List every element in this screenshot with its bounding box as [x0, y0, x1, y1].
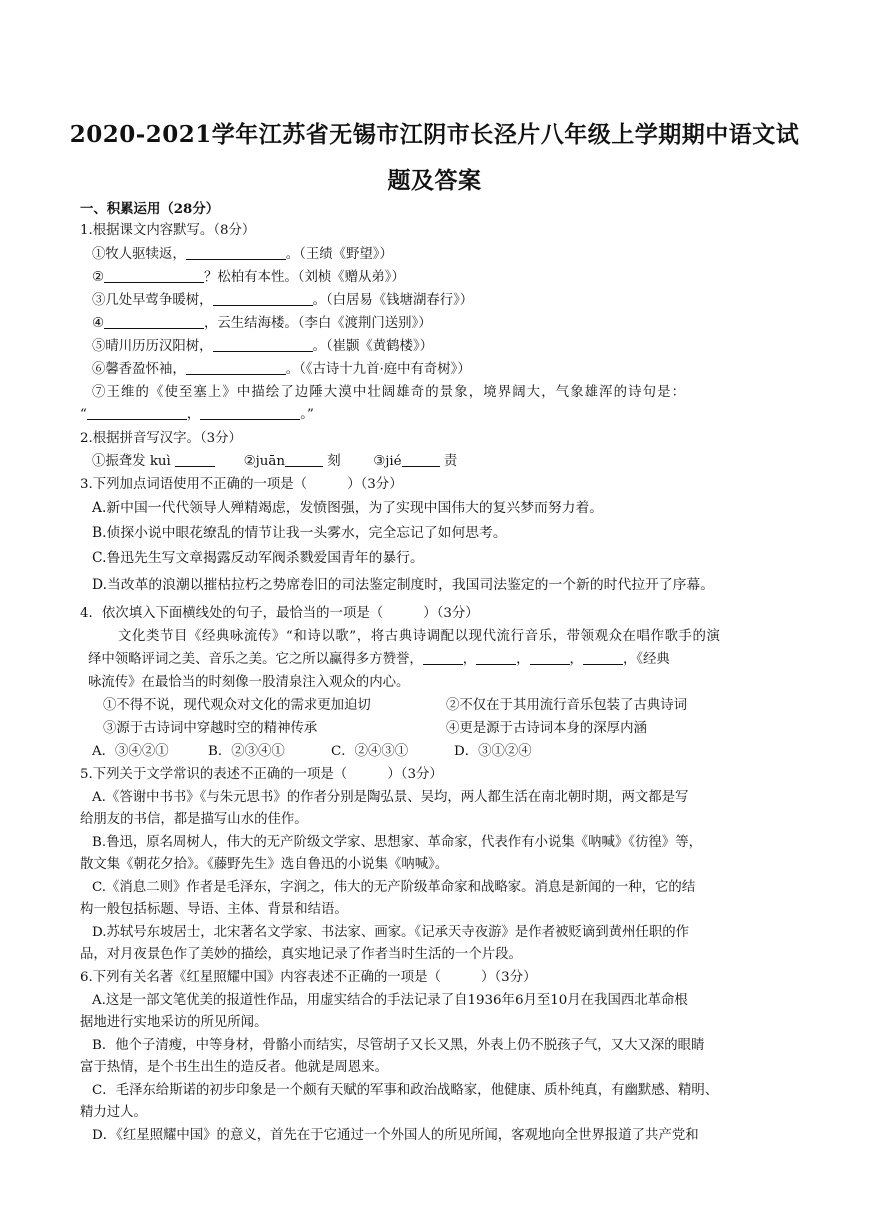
q1-stem: 1.根据课文内容默写。（8分） — [80, 223, 256, 238]
q5-option-c-line-1[interactable]: C.《消息二则》作者是毛泽东，字润之，伟大的无产阶级革命家和战略家。消息是新闻的一种，它的结 — [92, 880, 696, 895]
q1-item-1-source: 。（王绩《野望》） — [285, 247, 393, 262]
q4-sentence-4: ④更是源于古诗词本身的深厚内涵 — [446, 721, 647, 736]
answer-blank[interactable] — [213, 292, 313, 306]
answer-blank[interactable] — [213, 338, 313, 352]
exam-title-line-2: 题及答案 — [387, 167, 482, 194]
answer-blank[interactable] — [402, 453, 440, 467]
q6-option-b-line-1[interactable]: B．他个子清瘦，中等身材，骨骼小而结实，尽管胡子又长又黑，外表上仍不脱孩子气，又大又深的眼睛 — [92, 1038, 705, 1053]
q2-item-a: ①振聋发 kuì — [92, 454, 171, 469]
q1-item-1 — [92, 246, 393, 264]
q1-item-6-text: ⑥馨香盈怀袖， — [92, 362, 186, 377]
q1-item-2-text: ② — [92, 270, 105, 285]
quote-open: “ — [80, 407, 87, 422]
q3-option-a[interactable]: A.新中国一代代领导人殚精竭虑，发愤图强，为了实现中国伟大的复兴梦而努力着。 — [92, 500, 604, 516]
sep: ， — [462, 652, 477, 667]
answer-blank[interactable] — [583, 651, 623, 665]
q4-passage-1: 文化类节目《经典咏流传》“和诗以歌”，将古典诗调配以现代流行音乐，带领观众在唱作歌手的演 — [118, 629, 721, 644]
q1-item-4-source: ，云生结海楼。（李白《渡荆门送别》） — [204, 316, 432, 331]
answer-blank[interactable] — [175, 453, 215, 467]
comma: ， — [186, 407, 201, 422]
answer-blank[interactable] — [186, 246, 286, 260]
q1-item-6-source: 。（《古诗十九首·庭中有奇树》） — [285, 362, 471, 377]
q1-item-5-source: 。（崔颢《黄鹤楼》） — [312, 339, 434, 354]
q5-option-d-line-1[interactable]: D.苏轼号东坡居士，北宋著名文学家、书法家、画家。《记承天寺夜游》是作者被贬谪到黄州任职的作 — [92, 925, 689, 940]
answer-blank[interactable] — [200, 406, 300, 420]
q6-stem: 6.下列有关名著《红星照耀中国》内容表述不正确的一项是（ ）（3分） — [80, 970, 537, 985]
q4-passage-2-text: 绎中领略评词之美、音乐之美。它之所以赢得多方赞誉， — [88, 652, 423, 667]
q4-stem: 4．依次填入下面横线处的句子，最恰当的一项是（ ）（3分） — [80, 606, 479, 621]
q6-option-a-line-1[interactable]: A.这是一部文笔优美的报道性作品，用虚实结合的手法记录了自1936年6月至10月在我国西北革命根 — [92, 993, 688, 1008]
q1-item-3-source: 。（白居易《钱塘湖春行》） — [312, 293, 474, 308]
q6-option-a-line-2: 据地进行实地采访的所见所闻。 — [80, 1015, 268, 1030]
q6-option-c-line-1[interactable]: C．毛泽东给斯诺的初步印象是一个颇有天赋的军事和政治战略家，他健康、质朴纯真，有幽默感、精明、 — [92, 1083, 719, 1098]
answer-blank[interactable] — [530, 651, 570, 665]
sep: ， — [569, 652, 583, 667]
q5-option-c-line-2: 构一般包括标题、导语、主体、背景和结语。 — [80, 902, 348, 917]
q4-option-c[interactable]: C．②④③① — [331, 744, 409, 759]
answer-blank[interactable] — [285, 453, 323, 467]
answer-blank[interactable] — [87, 406, 187, 420]
q1-item-5-text: ⑤晴川历历汉阳树， — [92, 339, 213, 354]
answer-blank[interactable] — [104, 269, 204, 283]
q3-option-b[interactable]: B.侦探小说中眼花缭乱的情节让我一头雾水，完全忘记了如何思考。 — [92, 525, 507, 541]
q1-item-6 — [92, 361, 471, 379]
q3-option-c[interactable]: C.鲁迅先生写文章揭露反动军阀杀戮爱国青年的暴行。 — [92, 550, 424, 566]
q4-passage-2-end: ，《经典 — [622, 652, 670, 667]
q2-item-c-suffix: 责 — [443, 454, 458, 469]
q1-item-7: ⑦王维的《使至塞上》中描绘了边陲大漠中壮阔雄奇的景象，境界阔大，气象雄浑的诗句是： — [92, 385, 687, 400]
q1-item-4-text: ④ — [92, 316, 105, 331]
q4-option-b[interactable]: B．②③④① — [208, 744, 285, 759]
q4-option-a[interactable]: A．③④②① — [92, 744, 169, 759]
q4-passage-3: 咏流传》在最恰当的时刻像一股清泉注入观众的内心。 — [88, 675, 410, 690]
q2-item-b-suffix: 刻 — [327, 454, 341, 469]
quote-close: 。” — [300, 407, 314, 422]
q5-option-a-line-2: 给朋友的书信，都是描写山水的佳作。 — [80, 812, 308, 827]
answer-blank[interactable] — [186, 361, 286, 375]
q5-option-b-line-2: 散文集《朝花夕拾》。《藤野先生》选自鲁迅的小说集《呐喊》。 — [80, 857, 449, 872]
q5-stem: 5.下列关于文学常识的表述不正确的一项是（ ）（3分） — [80, 767, 443, 782]
q2-item-b: ②juān — [243, 454, 286, 469]
q2-items — [92, 453, 457, 471]
q5-option-d-line-2: 品，对月夜景色作了美妙的描绘，真实地记录了作者当时生活的一个片段。 — [80, 947, 522, 962]
q3-stem: 3.下列加点词语使用不正确的一项是（ ）（3分） — [80, 477, 403, 492]
q1-item-5 — [92, 338, 433, 356]
q1-item-3-text: ③几处早莺争暖树， — [92, 293, 213, 308]
q5-option-b-line-1[interactable]: B.鲁迅，原名周树人，伟大的无产阶级文学家、思想家、革命家，代表作有小说集《呐喊》《彷徨》等， — [92, 835, 702, 850]
answer-blank[interactable] — [423, 651, 463, 665]
q6-option-d-line-1[interactable]: D．《红星照耀中国》的意义，首先在于它通过一个外国人的所见所闻，客观地向全世界报道了共产党和 — [92, 1128, 699, 1143]
sep: ， — [516, 652, 530, 667]
q2-stem: 2.根据拼音写汉字。（3分） — [80, 431, 242, 446]
q1-item-2-source: ？松柏有本性。（刘桢《赠从弟》） — [204, 270, 405, 285]
q2-item-c: ③jié — [373, 454, 402, 469]
q4-sentence-2: ②不仅在于其用流行音乐包装了古典诗词 — [446, 698, 688, 713]
q4-sentence-3: ③源于古诗词中穿越时空的精神传承 — [103, 721, 318, 736]
q4-passage-2 — [88, 651, 670, 669]
answer-blank[interactable] — [104, 315, 204, 329]
q1-item-1-text: ①牧人驱犊返， — [92, 247, 186, 262]
q5-option-a-line-1[interactable]: A.《答谢中书书》《与朱元思书》的作者分别是陶弘景、吴均，两人都生活在南北朝时期，两文都是写 — [92, 790, 689, 805]
q1-item-2 — [92, 269, 405, 287]
exam-title-line-1: 2020-2021学年江苏省无锡市江阴市长泾片八年级上学期期中语文试 — [69, 121, 800, 148]
q1-item-4 — [92, 315, 432, 333]
q4-sentence-1: ①不得不说，现代观众对文化的需求更加迫切 — [103, 698, 371, 713]
q3-option-d[interactable]: D.当改革的浪潮以摧枯拉朽之势席卷旧的司法鉴定制度时，我国司法鉴定的一个新的时代拉开了序幕。 — [92, 577, 715, 593]
q1-item-3 — [92, 292, 473, 310]
section-heading: 一、积累运用（28分） — [80, 201, 220, 217]
answer-blank[interactable] — [476, 651, 516, 665]
q1-item-7-answer — [80, 406, 314, 424]
q6-option-c-line-2: 精力过人。 — [80, 1105, 147, 1120]
q4-option-d[interactable]: D．③①②④ — [454, 744, 532, 759]
q6-option-b-line-2: 富于热情，是个书生出生的造反者。他就是周恩来。 — [80, 1060, 388, 1075]
